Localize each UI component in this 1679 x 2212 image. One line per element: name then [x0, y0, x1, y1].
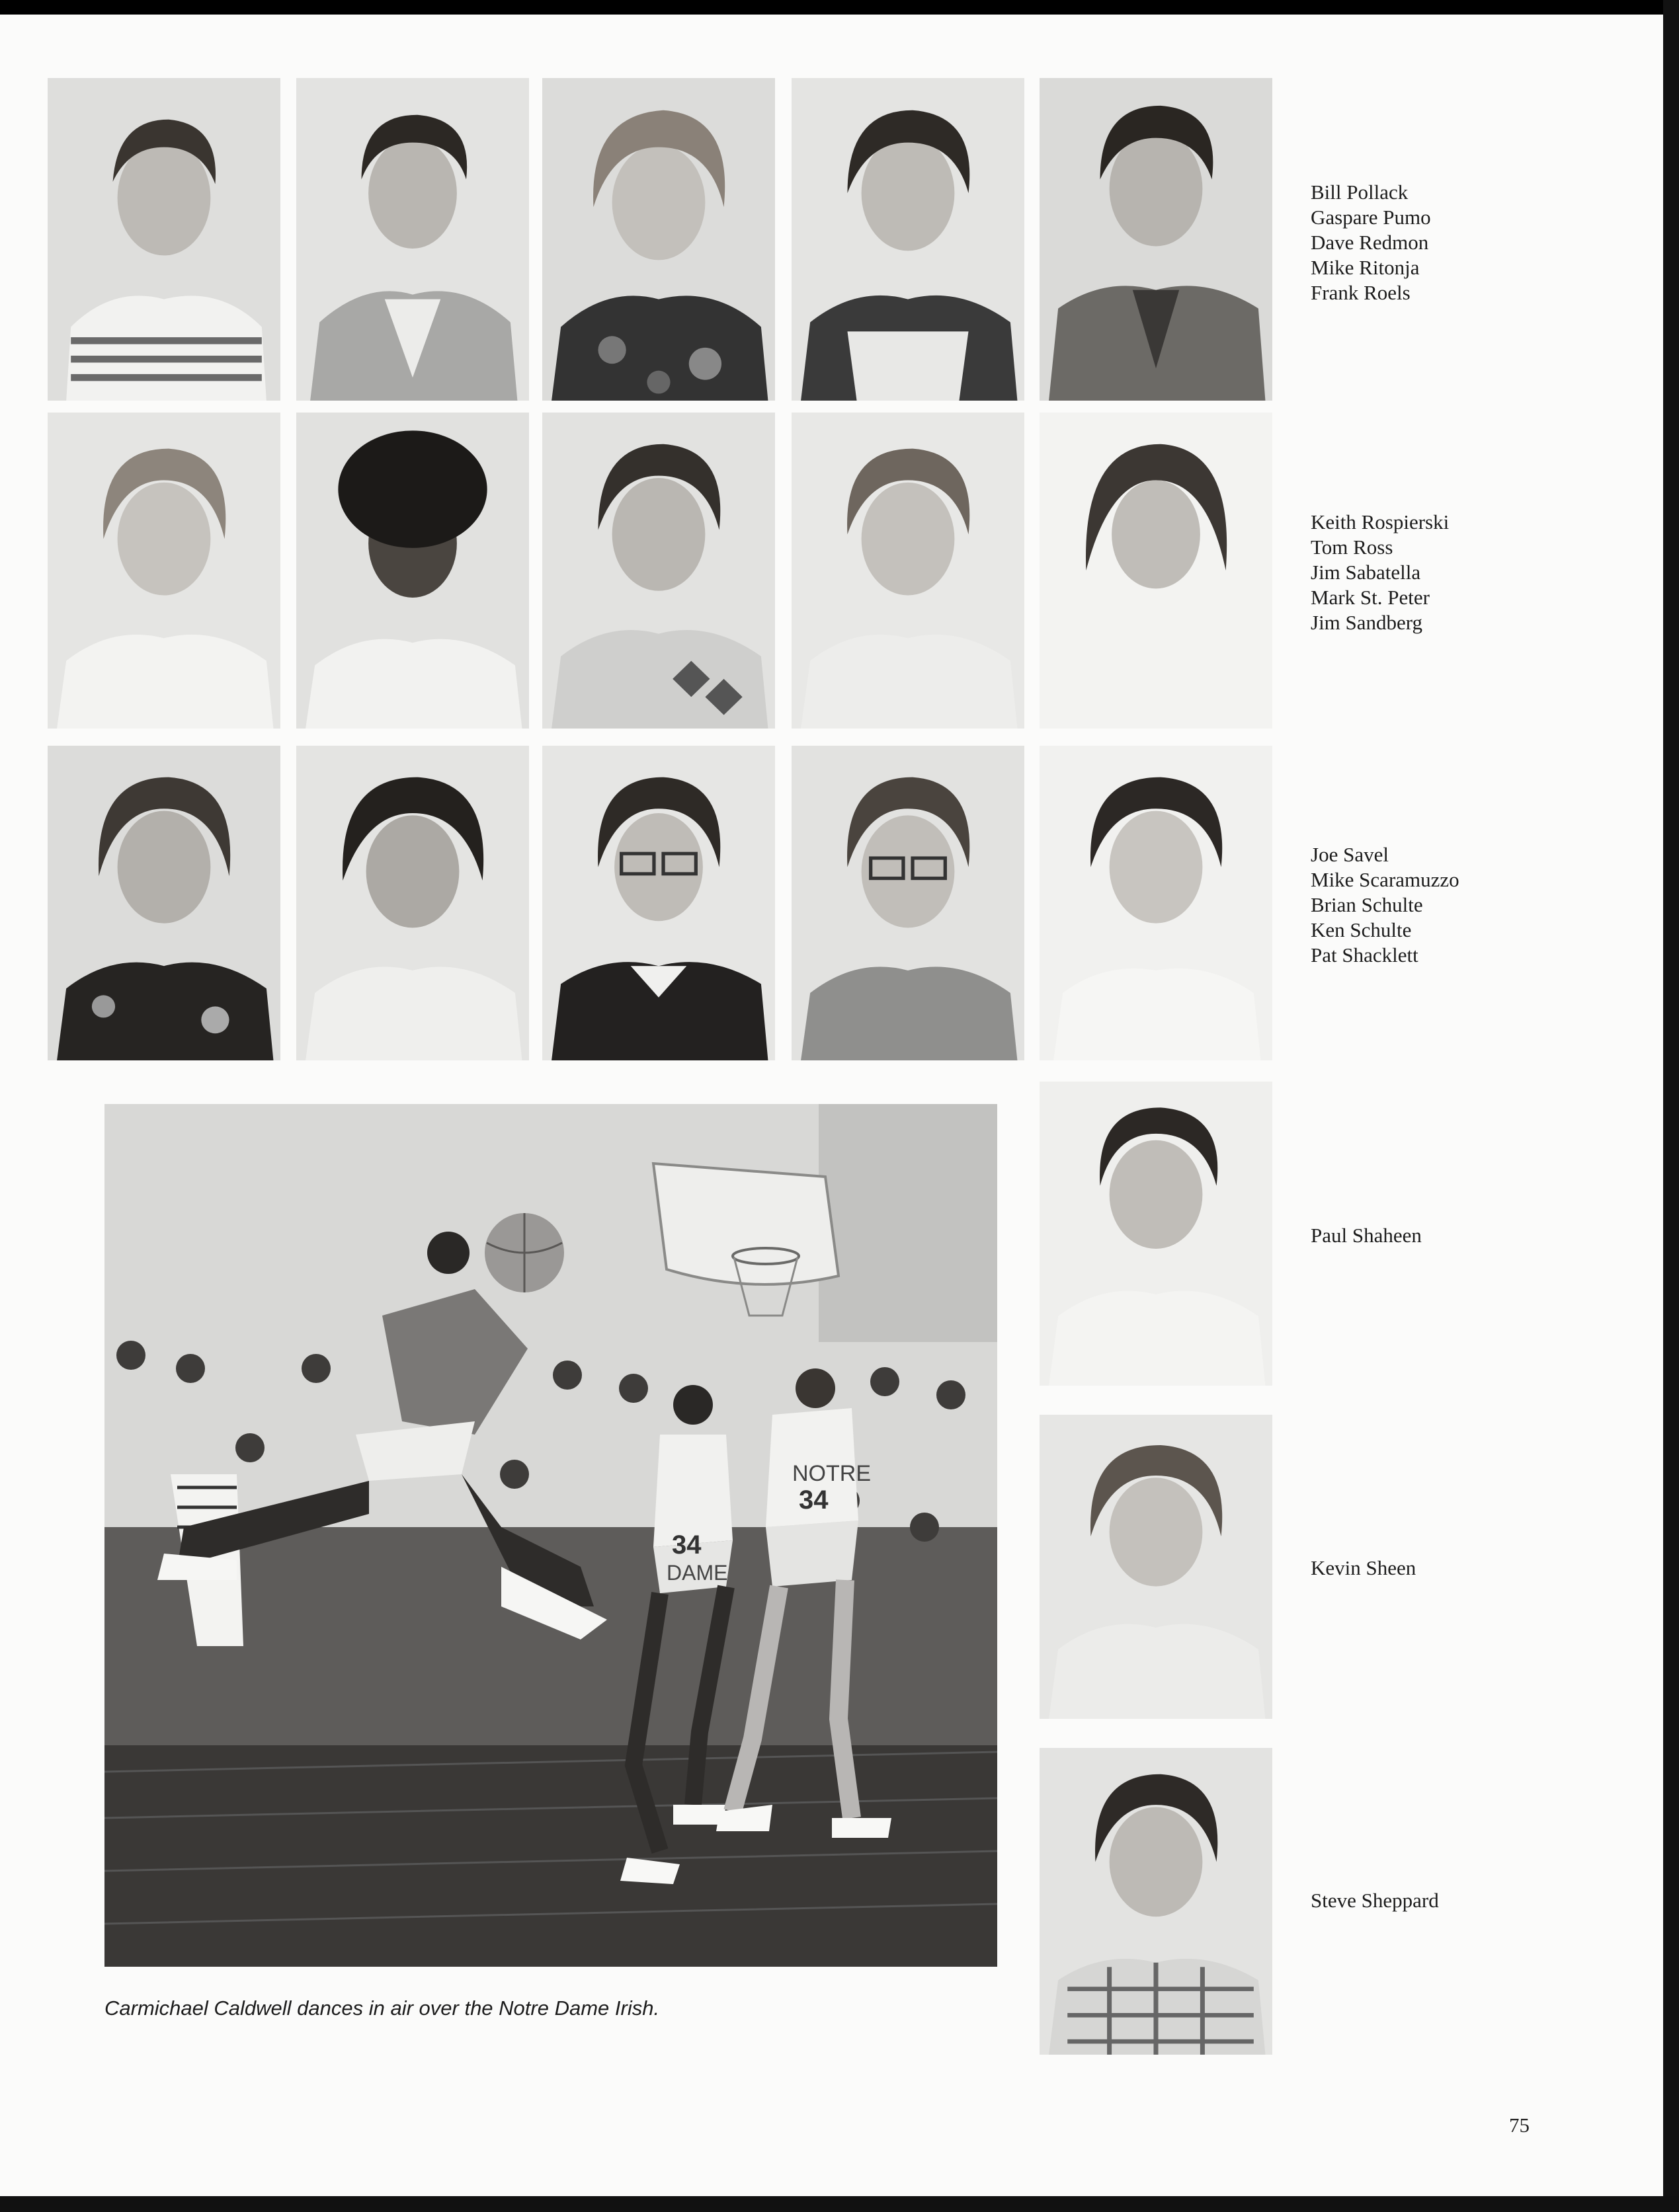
- portrait-keith-rospierski: [48, 413, 280, 729]
- student-name-kevin-sheen: Kevin Sheen: [1311, 1556, 1416, 1579]
- photo-caption: Carmichael Caldwell dances in air over the Notre Dame Irish.: [104, 1996, 660, 2020]
- portrait-paul-shaheen: [1040, 1082, 1272, 1386]
- student-name: Bill Pollack: [1311, 180, 1409, 204]
- student-name-paul-shaheen: Paul Shaheen: [1311, 1224, 1422, 1247]
- basketball-action-photo: [104, 1104, 997, 1967]
- portrait-jim-sabatella: [542, 413, 775, 729]
- portrait-pat-shacklett: [1040, 746, 1272, 1060]
- names-row-3: [1311, 842, 1459, 968]
- portrait-joe-savel: [48, 746, 280, 1060]
- scan-edge-right: [1663, 0, 1679, 2212]
- student-name: Jim Sandberg: [1311, 611, 1423, 634]
- portrait-steve-sheppard: [1040, 1748, 1272, 2055]
- student-name: Frank Roels: [1311, 281, 1411, 304]
- student-name-steve-sheppard: Steve Sheppard: [1311, 1889, 1439, 1912]
- portrait-brian-schulte: [542, 746, 775, 1060]
- student-name: Pat Shacklett: [1311, 943, 1418, 967]
- portrait-dave-redmon: [542, 78, 775, 401]
- portrait-mark-st-peter: [792, 413, 1024, 729]
- jersey-text-dame: DAME: [667, 1561, 728, 1585]
- student-name: Gaspare Pumo: [1311, 206, 1431, 229]
- portrait-mike-scaramuzzo: [296, 746, 529, 1060]
- page-number: 75: [1509, 2113, 1530, 2137]
- student-name: Mike Ritonja: [1311, 256, 1420, 279]
- student-name: Brian Schulte: [1311, 893, 1423, 916]
- student-name: Mike Scaramuzzo: [1311, 868, 1459, 891]
- names-row-2: [1311, 510, 1449, 635]
- portrait-tom-ross: [296, 413, 529, 729]
- portrait-jim-sandberg: [1040, 413, 1272, 729]
- portrait-gaspare-pumo: [296, 78, 529, 401]
- student-name: Keith Rospierski: [1311, 510, 1450, 533]
- jersey-text-notre: NOTRE: [792, 1461, 871, 1486]
- portrait-kevin-sheen: [1040, 1415, 1272, 1719]
- portrait-ken-schulte: [792, 746, 1024, 1060]
- portrait-mike-ritonja: [792, 78, 1024, 401]
- student-name: Mark St. Peter: [1311, 586, 1430, 609]
- jersey-number-back: 34: [799, 1485, 829, 1515]
- portrait-frank-roels: [1040, 78, 1272, 401]
- student-name: Joe Savel: [1311, 843, 1389, 866]
- student-name: Ken Schulte: [1311, 918, 1412, 941]
- scan-edge-bottom: [0, 2196, 1679, 2212]
- student-name: Tom Ross: [1311, 535, 1393, 559]
- student-name: Dave Redmon: [1311, 231, 1429, 254]
- jersey-number-front: 34: [672, 1530, 702, 1560]
- names-row-1: [1311, 180, 1431, 305]
- student-name: Jim Sabatella: [1311, 561, 1421, 584]
- portrait-bill-pollack: [48, 78, 280, 401]
